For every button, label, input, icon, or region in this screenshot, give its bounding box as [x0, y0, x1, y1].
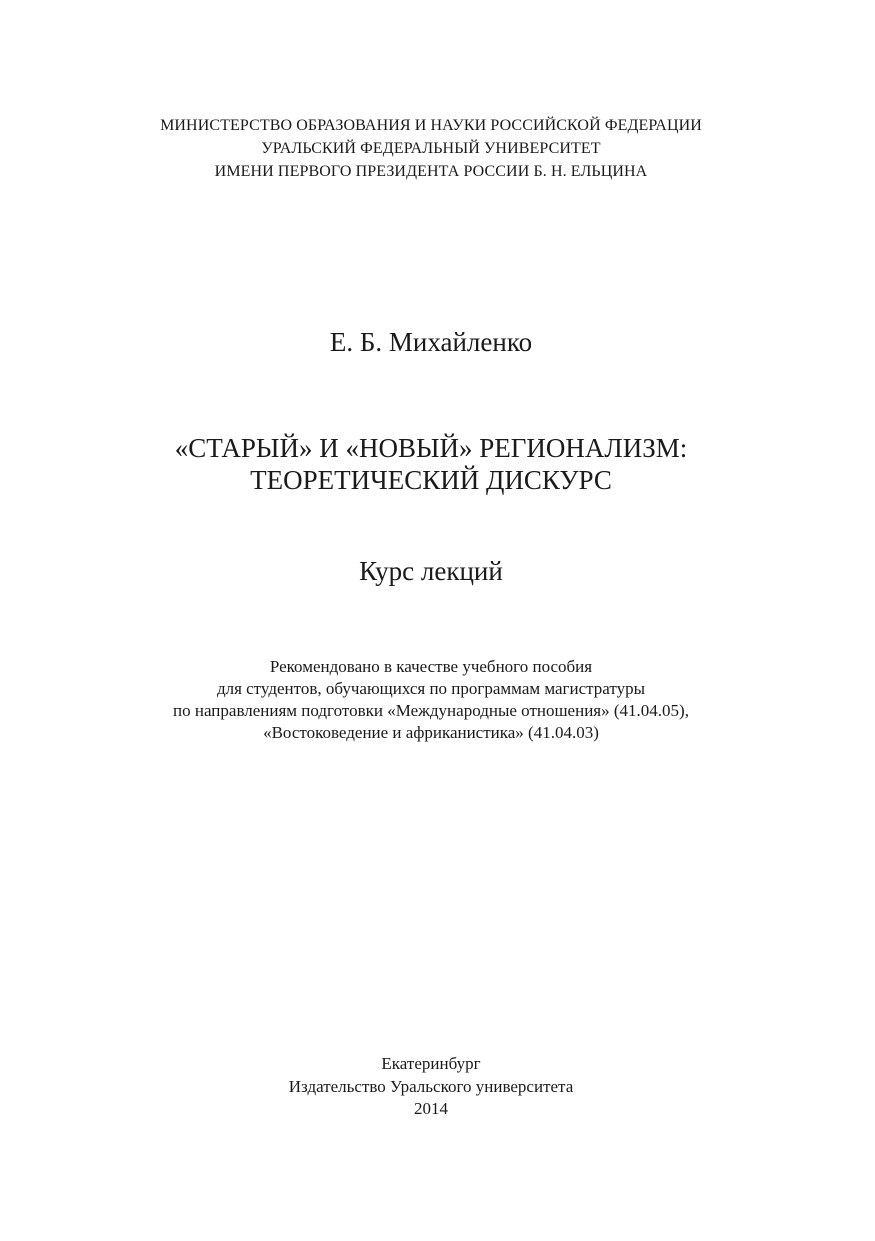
imprint — [0, 1053, 862, 1121]
university-line: УРАЛЬСКИЙ ФЕДЕРАЛЬНЫЙ УНИВЕРСИТЕТ — [261, 140, 601, 157]
recommendation-line-4: «Востоковедение и африканистика» (41.04.03) — [263, 723, 599, 742]
title-line-1: «СТАРЫЙ» И «НОВЫЙ» РЕГИОНАЛИЗМ: — [174, 433, 688, 463]
ministry-line: МИНИСТЕРСТВО ОБРАЗОВАНИЯ И НАУКИ РОССИЙСКОЙ ФЕДЕРАЦИИ — [160, 117, 702, 134]
recommendation-line-3: по направлениям подготовки «Международные отношения» (41.04.05), — [173, 701, 689, 720]
book-title — [0, 432, 862, 496]
book-subtitle — [0, 555, 862, 587]
ministry-header — [0, 114, 862, 183]
title-line-2: ТЕОРЕТИЧЕСКИЙ ДИСКУРС — [250, 465, 612, 495]
subtitle-text: Курс лекций — [359, 556, 503, 586]
recommendation-line-2: для студентов, обучающихся по программам магистратуры — [216, 679, 646, 698]
recommendation-line-1: Рекомендовано в качестве учебного пособия — [269, 657, 593, 676]
author-text: Е. Б. Михайленко — [329, 327, 533, 357]
author-name — [0, 326, 862, 358]
university-name-line: ИМЕНИ ПЕРВОГО ПРЕЗИДЕНТА РОССИИ Б. Н. ЕЛЬЦИНА — [214, 163, 648, 180]
imprint-publisher: Издательство Уральского университета — [288, 1076, 574, 1096]
imprint-year: 2014 — [414, 1099, 448, 1118]
recommendation-note — [0, 656, 862, 744]
imprint-city: Екатеринбург — [381, 1054, 481, 1073]
